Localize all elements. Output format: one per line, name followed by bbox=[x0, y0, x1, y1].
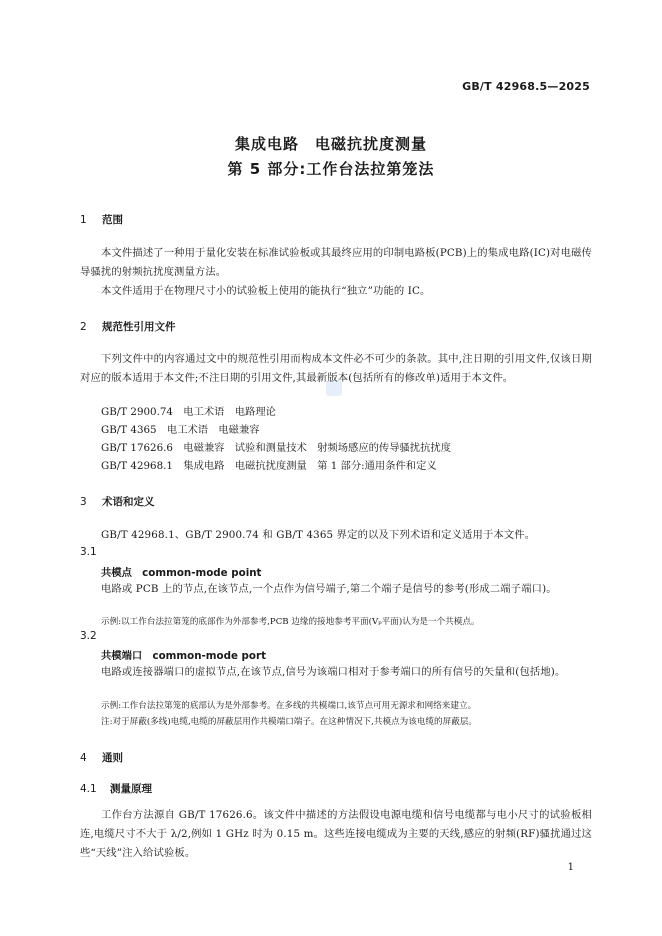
section-4-title: 通则 bbox=[102, 752, 123, 764]
standard-number: GB/T 42968.5—2025 bbox=[462, 80, 590, 93]
section-4-1-paragraph-1: 工作台方法源自 GB/T 17626.6。该文件中描述的方法假设电源电缆和信号电缆都与电小尺寸的试验板相连,电缆尺寸不大于 λ/2,例如 1 GHz 时为 0.15 m。这些连接电缆成为主要的天线,感应的射频(RF)骚扰通过这些“天线”注入给试验板。 bbox=[80, 809, 592, 859]
section-1-heading bbox=[80, 212, 592, 227]
reference-item: GB/T 17626.6 电磁兼容 试验和测量技术 射频场感应的传导骚扰抗扰度 bbox=[101, 442, 451, 454]
term-3-1-number: 3.1 bbox=[80, 546, 97, 558]
section-3-number: 3 bbox=[80, 496, 87, 508]
term-3-2-title: 共模端口 common-mode port bbox=[101, 650, 266, 662]
term-3-1-definition: 电路或 PCB 上的节点,在该节点,一个点作为信号端子,第二个端子是信号的参考(形成二端子端口)。 bbox=[101, 583, 557, 595]
section-2-title: 规范性引用文件 bbox=[102, 321, 176, 333]
term-3-2-note: 注:对于屏蔽(多线)电缆,电缆的屏蔽层用作共模端口端子。在这种情况下,共模点为该电缆的屏蔽层。 bbox=[101, 717, 478, 727]
reference-item: GB/T 42968.1 集成电路 电磁抗扰度测量 第 1 部分:通用条件和定义 bbox=[101, 460, 437, 472]
section-4-1-title: 测量原理 bbox=[110, 783, 152, 795]
section-2-number: 2 bbox=[80, 321, 87, 333]
section-3-paragraph-1: GB/T 42968.1、GB/T 2900.74 和 GB/T 4365 界定的以及下列术语和定义适用于本文件。 bbox=[101, 529, 536, 541]
term-3-2-example: 示例:工作台法拉第笼的底部认为是外部参考。在多线的共模端口,该节点可用无源求和网络来建立。 bbox=[101, 701, 477, 711]
reference-item: GB/T 4365 电工术语 电磁兼容 bbox=[101, 424, 260, 436]
section-4-number: 4 bbox=[80, 752, 87, 764]
reference-item: GB/T 2900.74 电工术语 电路理论 bbox=[101, 406, 276, 418]
section-2-heading bbox=[80, 319, 592, 334]
section-3-heading bbox=[80, 494, 592, 509]
section-4-1-heading bbox=[80, 781, 592, 796]
document-title: 集成电路 电磁抗扰度测量 bbox=[234, 135, 427, 153]
section-3-title: 术语和定义 bbox=[102, 496, 155, 508]
section-1-number: 1 bbox=[80, 214, 87, 226]
section-1-paragraph-2: 本文件适用于在物理尺寸小的试验板上使用的能执行“独立”功能的 IC。 bbox=[101, 285, 431, 297]
term-3-2-number: 3.2 bbox=[80, 630, 97, 642]
section-1-paragraph-1: 本文件描述了一种用于量化安装在标准试验板或其最终应用的印制电路板(PCB)上的集成电路(IC)对电磁传导骚扰的射频抗扰度测量方法。 bbox=[80, 247, 592, 278]
document-subtitle: 第 5 部分:工作台法拉第笼法 bbox=[227, 160, 435, 178]
term-3-2-definition: 电路或连接器端口的虚拟节点,在该节点,信号为该端口相对于参考端口的所有信号的矢量和(包括地)。 bbox=[101, 666, 566, 678]
term-3-1-example: 示例:以工作台法拉第笼的底部作为外部参考,PCB 边缘的接地参考平面(Vₚ平面)认为是一个共模点。 bbox=[101, 617, 480, 627]
section-4-1-number: 4.1 bbox=[80, 783, 97, 795]
page-number: 1 bbox=[567, 862, 574, 873]
term-3-1-title: 共模点 common-mode point bbox=[101, 567, 262, 579]
section-4-heading bbox=[80, 750, 592, 765]
section-1-title: 范围 bbox=[102, 214, 123, 226]
section-2-paragraph-1: 下列文件中的内容通过文中的规范性引用而构成本文件必不可少的条款。其中,注日期的引用文件,仅该日期对应的版本适用于本文件;不注日期的引用文件,其最新版本(包括所有的修改单)适用于本文件。 bbox=[80, 353, 592, 384]
